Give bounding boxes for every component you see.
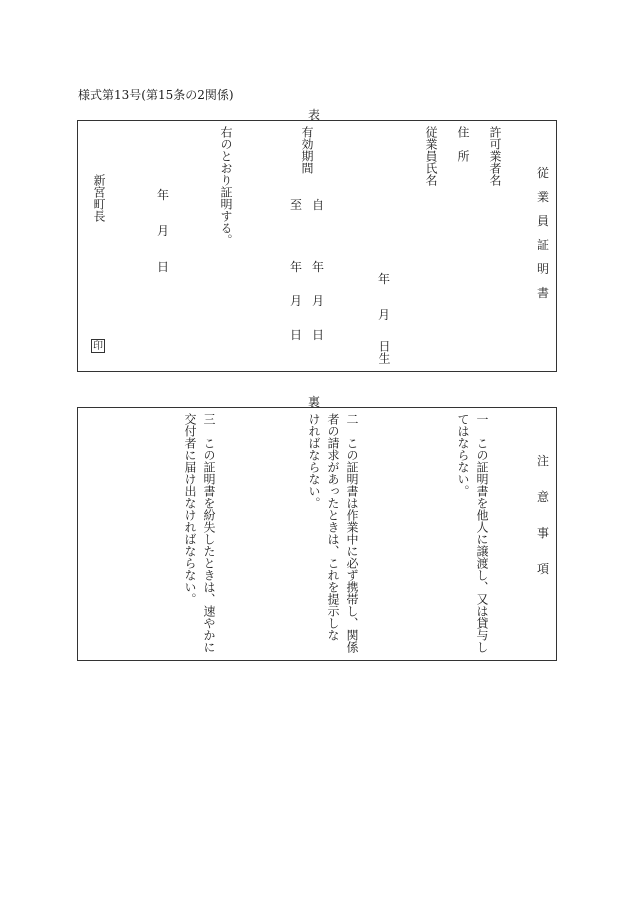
address-label: 住 所 — [456, 126, 470, 162]
certify-statement: 右のとおり証明する。 — [219, 126, 233, 246]
validity-to-year: 年 — [290, 260, 303, 274]
issuer-name: 新宮町長 — [92, 174, 106, 222]
front-title-char: 業 — [537, 190, 550, 204]
front-title-char: 証 — [537, 238, 550, 252]
notice-item-2-line-1: 二 この証明書は作業中に必ず携帯し、関係 — [345, 413, 359, 653]
notice-item-1-line-1: 一 この証明書を他人に譲渡し、又は貸与し — [475, 413, 489, 653]
back-title-char: 事 — [537, 526, 550, 540]
notice-item-3-line-2: 交付者に届け出なければならない。 — [183, 413, 197, 605]
notice-item-1-line-2: てはならない。 — [456, 413, 470, 497]
front-heading: 表 — [308, 108, 321, 122]
form-number-label: 様式第13号(第15条の2関係) — [78, 88, 234, 102]
validity-to-day: 日 — [290, 328, 303, 342]
validity-from-day: 日 — [312, 328, 325, 342]
validity-from-year: 年 — [312, 260, 325, 274]
front-title-char: 明 — [537, 262, 550, 276]
licensee-name-label: 許可業者名 — [488, 126, 502, 186]
birth-month: 月 — [378, 308, 391, 322]
back-title-char: 注 — [537, 454, 550, 468]
front-title-char: 員 — [537, 214, 550, 228]
issue-day: 日 — [157, 260, 170, 274]
validity-from-label: 自 — [312, 198, 325, 212]
birth-year: 年 — [378, 272, 391, 286]
front-title-char: 書 — [537, 286, 550, 300]
back-title-char: 項 — [537, 562, 550, 576]
notice-item-2-line-3: ければならない。 — [307, 413, 321, 509]
back-heading: 裏 — [308, 395, 321, 409]
validity-to-label: 至 — [290, 198, 303, 212]
validity-to-month: 月 — [290, 294, 303, 308]
back-title-char: 意 — [537, 490, 550, 504]
employee-name-label: 従業員氏名 — [424, 126, 438, 186]
issue-month: 月 — [157, 224, 170, 238]
notice-item-3-line-1: 三 この証明書を紛失したときは、速やかに — [202, 413, 216, 653]
seal-mark: 印 — [93, 341, 103, 352]
validity-period-label: 有効期間 — [300, 126, 314, 174]
validity-from-month: 月 — [312, 294, 325, 308]
issue-year: 年 — [157, 188, 170, 202]
notice-item-2-line-2: 者の請求があったときは、これを提示しな — [326, 413, 340, 641]
birth-day: 日生 — [377, 340, 391, 364]
front-title-char: 従 — [537, 166, 550, 180]
